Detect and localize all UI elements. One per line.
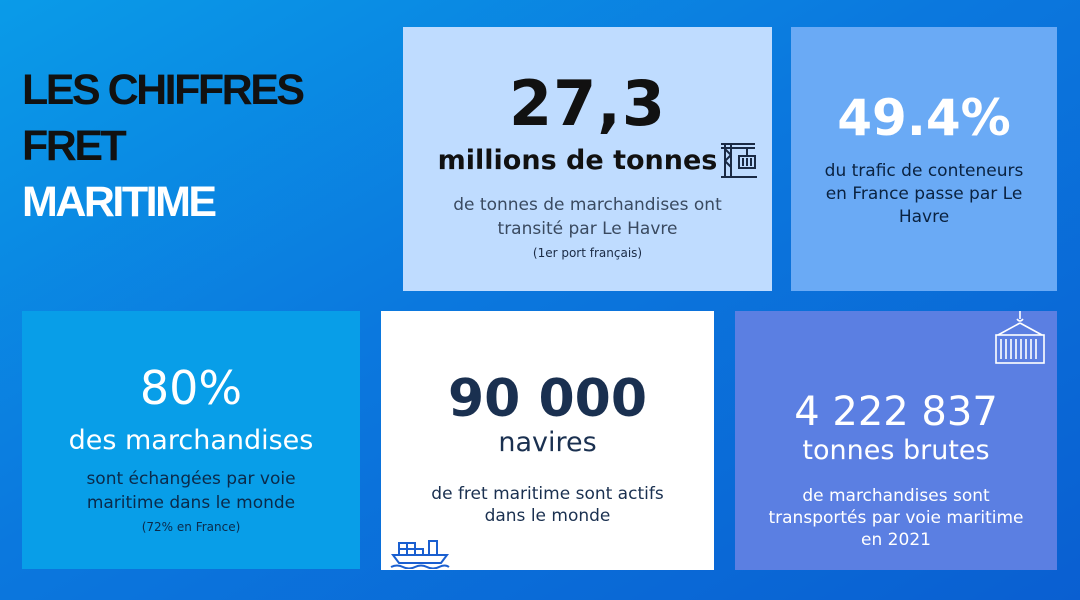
stat-card-gross-tonnage [735, 311, 1057, 570]
stat-card-ships [381, 311, 714, 570]
stat-note: (72% en France) [141, 520, 241, 534]
title-line-2: FRET [22, 122, 125, 170]
stat-unit: tonnes brutes [802, 435, 990, 466]
stat-description-line-1: sont échangées par voie [86, 469, 296, 489]
stat-description-line-1: de tonnes de marchandises ont [453, 195, 722, 215]
stat-description-line-3: en 2021 [861, 530, 931, 550]
stat-value: 80% [139, 361, 243, 415]
title-line-3: MARITIME [22, 178, 215, 226]
stat-description-line-2: dans le monde [484, 506, 611, 526]
crane-icon [719, 139, 759, 179]
stat-description-line-2: transportés par voie maritime [768, 508, 1024, 528]
stat-card-container-traffic [791, 27, 1057, 291]
stat-value: 27,3 [509, 67, 666, 140]
stat-description-line-2: en France passe par Le [825, 184, 1023, 204]
stat-value: 49.4% [837, 89, 1011, 147]
stat-description-line-2: maritime dans le monde [86, 493, 296, 513]
stat-note: (1er port français) [532, 246, 643, 260]
stat-unit: navires [498, 427, 597, 458]
title-line-1: LES CHIFFRES [22, 66, 303, 114]
cargo-ship-icon [389, 537, 451, 569]
stat-unit: millions de tonnes [437, 145, 718, 176]
stat-value: 4 222 837 [794, 389, 998, 435]
stat-card-maritime-goods [22, 311, 360, 569]
stat-description-line-1: de marchandises sont [802, 486, 990, 506]
page-title [22, 62, 382, 230]
stat-description-line-3: Havre [898, 207, 950, 227]
stat-card-le-havre-tonnage [403, 27, 772, 291]
stat-description-line-2: transité par Le Havre [497, 219, 678, 239]
stat-description-line-1: de fret maritime sont actifs [431, 484, 664, 504]
stat-value: 90 000 [447, 369, 647, 429]
shipping-container-icon [990, 311, 1050, 367]
stat-unit: des marchandises [68, 425, 314, 456]
stat-description-line-1: du trafic de conteneurs [824, 161, 1024, 181]
